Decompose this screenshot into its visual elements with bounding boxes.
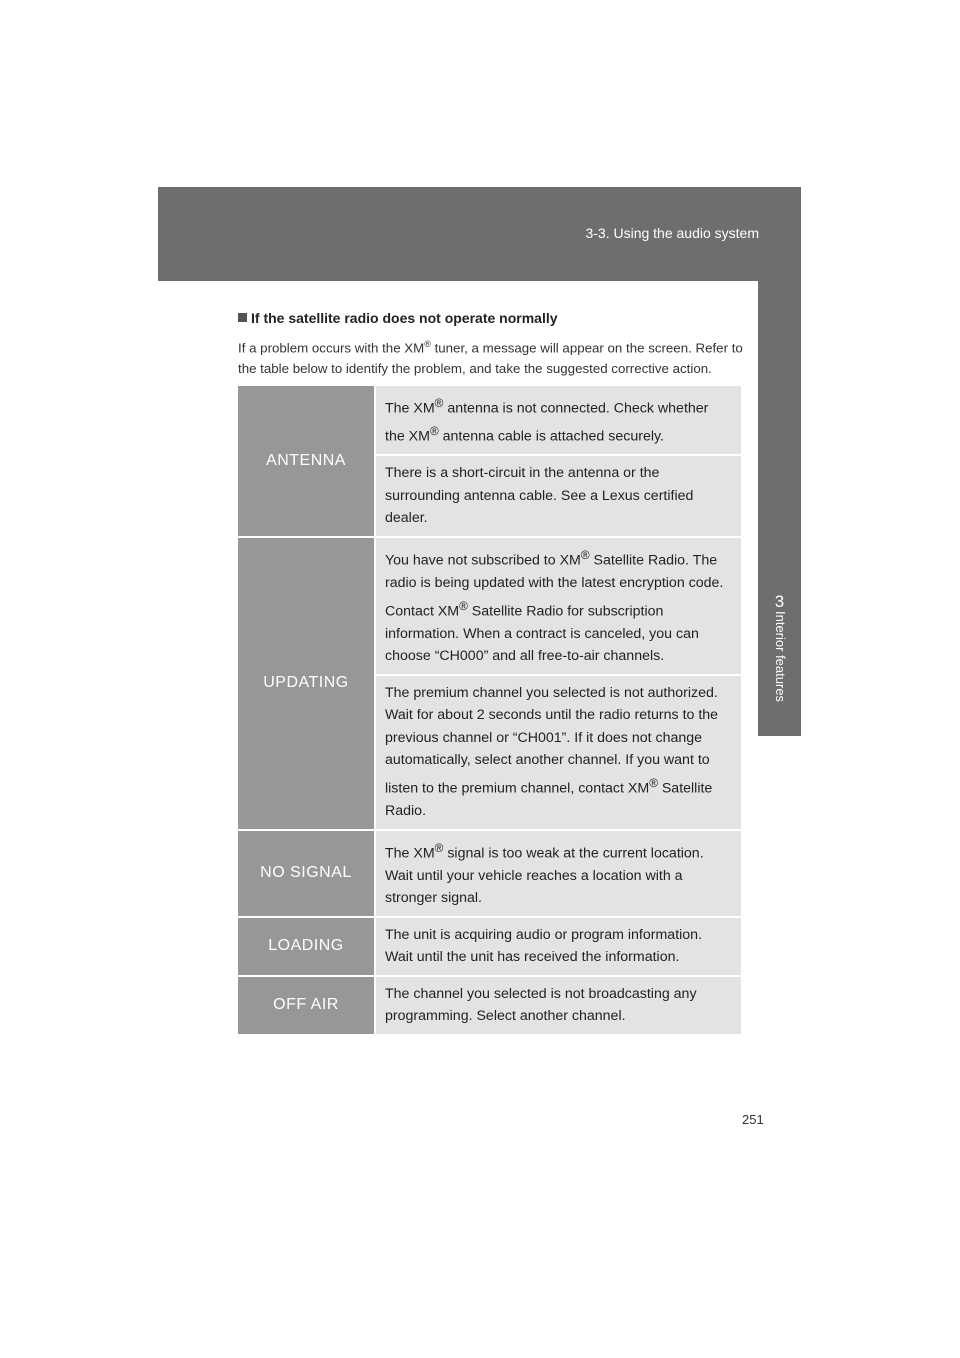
message-code: LOADING [238, 917, 375, 976]
troubleshooting-table [238, 386, 741, 1036]
chapter-side-tab [758, 281, 801, 736]
message-code: NO SIGNAL [238, 830, 375, 917]
page-number: 251 [742, 1112, 764, 1127]
message-description: The channel you selected is not broadcasting any programming. Select another channel. [375, 976, 741, 1035]
header-section-title: 3-3. Using the audio system [585, 225, 759, 241]
section-title: If the satellite radio does not operate normally [238, 310, 558, 326]
message-description: The XM® signal is too weak at the current location. Wait until your vehicle reaches a location with a stronger signal. [375, 830, 741, 917]
intro-paragraph: If a problem occurs with the XM® tuner, a message will appear on the screen. Refer to the table below to identify the problem, and take the suggested corrective action. [238, 339, 743, 377]
message-description: The XM® antenna is not connected. Check whether the XM® antenna cable is attached securely. [375, 386, 741, 455]
message-code: UPDATING [238, 537, 375, 830]
message-description: The premium channel you selected is not authorized. Wait for about 2 seconds until the radio returns to the previous channel or “CH001”. If it does not change automatically, select another channel. If you want to listen to the premium channel, contact XM® Satellite Radio. [375, 675, 741, 830]
page-header [158, 187, 801, 281]
chapter-label: Interior features [773, 611, 788, 703]
message-description: You have not subscribed to XM® Satellite Radio. The radio is being updated with the latest encryption code. Contact XM® Satellite Radio for subscription information. When a contract is canceled, you can choose “CH000” and all free-to-air channels. [375, 537, 741, 675]
table-row [238, 537, 741, 675]
table-row [238, 976, 741, 1035]
message-code: OFF AIR [238, 976, 375, 1035]
message-description: There is a short-circuit in the antenna or the surrounding antenna cable. See a Lexus certified dealer. [375, 455, 741, 537]
square-bullet-icon [238, 313, 247, 322]
table-row [238, 917, 741, 976]
chapter-number: 3 [774, 592, 785, 611]
message-code: ANTENNA [238, 386, 375, 537]
table-row [238, 386, 741, 455]
table-row [238, 830, 741, 917]
message-description: The unit is acquiring audio or program information. Wait until the unit has received the information. [375, 917, 741, 976]
